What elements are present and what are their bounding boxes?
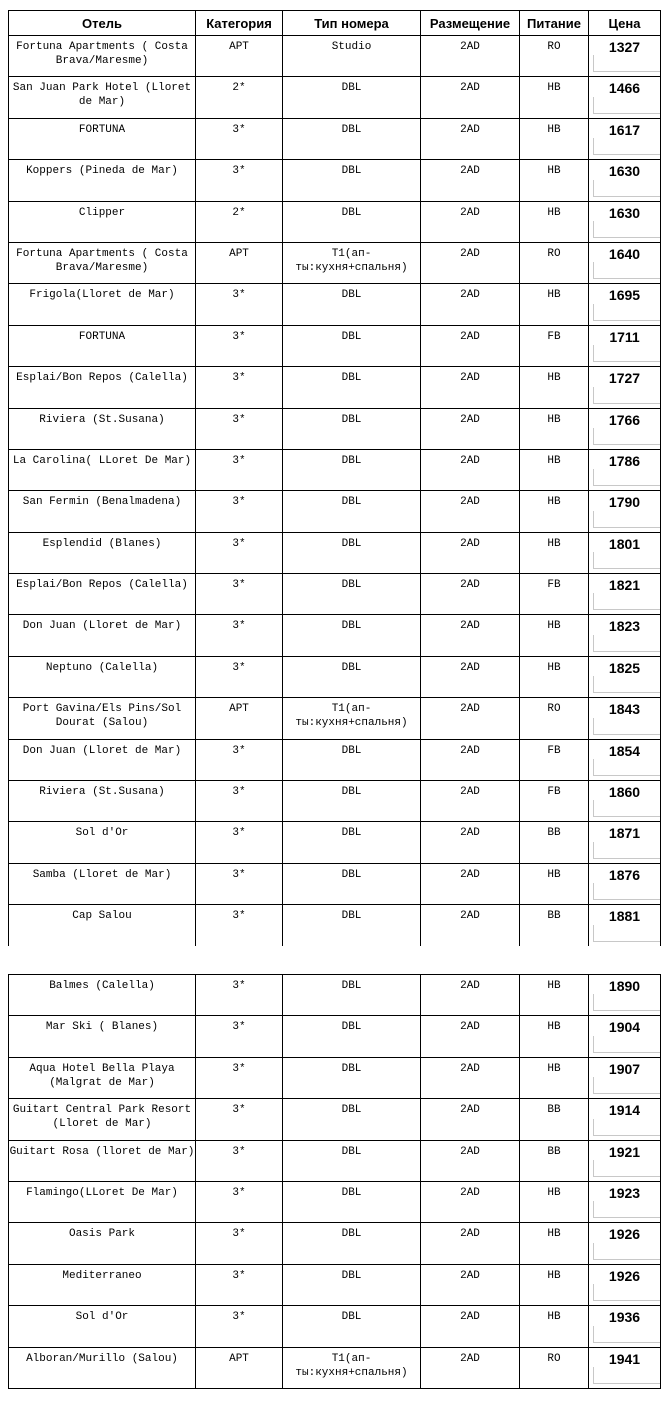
price-value: 1790 [608,494,641,511]
price-value: 1921 [608,1143,641,1160]
price-cell [589,822,661,863]
hotel-name-cell: Clipper [9,201,196,242]
meal-plan-cell: HB [520,367,589,408]
category-cell: APT [196,242,283,283]
meal-plan-cell: HB [520,284,589,325]
accommodation-cell: 2AD [421,656,520,697]
meal-plan-cell: BB [520,905,589,946]
price-cell [589,367,661,408]
accommodation-cell: 2AD [421,822,520,863]
room-type-cell: DBL [283,1016,421,1057]
table-row [9,905,661,946]
price-value: 1630 [608,163,641,180]
hotel-name-cell: FORTUNA [9,118,196,159]
price-value: 1711 [609,328,640,345]
accommodation-cell: 2AD [421,532,520,573]
category-cell: 3* [196,449,283,490]
price-cell [589,118,661,159]
category-cell: 3* [196,1140,283,1181]
hotel-price-table-continued [8,974,661,1389]
table-row [9,118,661,159]
hotel-name-cell: Frigola(Lloret de Mar) [9,284,196,325]
accommodation-cell: 2AD [421,1181,520,1222]
table-row [9,1057,661,1098]
accommodation-cell: 2AD [421,449,520,490]
meal-plan-cell: HB [520,1057,589,1098]
price-input-box [593,1326,660,1343]
meal-plan-cell: FB [520,781,589,822]
room-type-cell: T1(ап-ты:кухня+спальня) [283,698,421,739]
table-row [9,781,661,822]
price-cell [589,698,661,739]
meal-plan-cell: HB [520,1264,589,1305]
category-cell: 3* [196,656,283,697]
category-cell: 3* [196,160,283,201]
price-value: 1466 [608,80,641,97]
meal-plan-cell: FB [520,574,589,615]
price-value: 1936 [608,1309,641,1326]
price-input-box [593,1201,660,1218]
price-input-box [593,345,660,362]
price-value: 1904 [608,1019,641,1036]
room-type-cell: DBL [283,1140,421,1181]
price-cell [589,201,661,242]
category-cell: 3* [196,284,283,325]
accommodation-cell: 2AD [421,77,520,118]
room-type-cell: DBL [283,781,421,822]
price-cell [589,739,661,780]
price-value: 1876 [608,866,641,883]
price-input-box [593,593,660,610]
table-row [9,739,661,780]
hotel-name-cell: Guitart Central Park Resort (Lloret de Mar) [9,1099,196,1140]
room-type-cell: DBL [283,1223,421,1264]
accommodation-cell: 2AD [421,905,520,946]
room-type-cell: DBL [283,1099,421,1140]
meal-plan-cell: HB [520,408,589,449]
table-row [9,975,661,1016]
room-type-cell: DBL [283,905,421,946]
price-cell [589,656,661,697]
hotel-price-table [8,10,661,946]
meal-plan-cell: HB [520,1306,589,1347]
hotel-name-cell: Mar Ski ( Blanes) [9,1016,196,1057]
meal-plan-cell: RO [520,242,589,283]
meal-plan-cell: HB [520,1016,589,1057]
accommodation-cell: 2AD [421,367,520,408]
header-accommodation: Размещение [421,11,520,36]
accommodation-cell: 2AD [421,118,520,159]
category-cell: 3* [196,1181,283,1222]
price-cell [589,863,661,904]
price-cell [589,615,661,656]
meal-plan-cell: BB [520,1140,589,1181]
accommodation-cell: 2AD [421,1057,520,1098]
hotel-name-cell: Oasis Park [9,1223,196,1264]
table-row [9,1306,661,1347]
room-type-cell: DBL [283,201,421,242]
price-cell [589,77,661,118]
hotel-name-cell: Samba (Lloret de Mar) [9,863,196,904]
hotel-name-cell: Fortuna Apartments ( Costa Brava/Maresme) [9,242,196,283]
accommodation-cell: 2AD [421,574,520,615]
price-value: 1860 [608,784,641,801]
room-type-cell: Studio [283,36,421,77]
room-type-cell: DBL [283,160,421,201]
accommodation-cell: 2AD [421,1306,520,1347]
price-cell [589,449,661,490]
category-cell: 3* [196,1264,283,1305]
room-type-cell: DBL [283,77,421,118]
room-type-cell: DBL [283,656,421,697]
category-cell: 3* [196,975,283,1016]
price-input-box [593,1367,660,1384]
price-input-box [593,1284,660,1301]
category-cell: 3* [196,615,283,656]
price-cell [589,1099,661,1140]
table-row [9,1140,661,1181]
accommodation-cell: 2AD [421,863,520,904]
table-row [9,367,661,408]
hotel-name-cell: FORTUNA [9,325,196,366]
price-cell [589,1264,661,1305]
category-cell: 3* [196,574,283,615]
table-row [9,615,661,656]
category-cell: 2* [196,77,283,118]
room-type-cell: DBL [283,118,421,159]
price-input-box [593,635,660,652]
table-row [9,1181,661,1222]
table-row [9,1347,661,1388]
room-type-cell: DBL [283,615,421,656]
price-cell [589,1057,661,1098]
table-row [9,449,661,490]
price-cell [589,574,661,615]
meal-plan-cell: HB [520,863,589,904]
category-cell: 3* [196,532,283,573]
meal-plan-cell: HB [520,160,589,201]
category-cell: 2* [196,201,283,242]
hotel-name-cell: Esplendid (Blanes) [9,532,196,573]
price-value: 1843 [608,701,641,718]
price-cell [589,905,661,946]
category-cell: 3* [196,1057,283,1098]
room-type-cell: DBL [283,739,421,780]
price-value: 1630 [608,204,641,221]
price-input-box [593,1160,660,1177]
room-type-cell: DBL [283,284,421,325]
room-type-cell: T1(ап-ты:кухня+спальня) [283,1347,421,1388]
accommodation-cell: 2AD [421,491,520,532]
accommodation-cell: 2AD [421,160,520,201]
price-input-box [593,552,660,569]
meal-plan-cell: FB [520,739,589,780]
meal-plan-cell: HB [520,1223,589,1264]
price-input-box [593,262,660,279]
accommodation-cell: 2AD [421,1099,520,1140]
meal-plan-cell: HB [520,201,589,242]
header-price: Цена [589,11,661,36]
price-input-box [593,925,660,942]
hotel-name-cell: Port Gavina/Els Pins/Sol Dourat (Salou) [9,698,196,739]
meal-plan-cell: HB [520,118,589,159]
table-header-row [9,11,661,36]
category-cell: 3* [196,118,283,159]
price-cell [589,242,661,283]
price-value: 1881 [608,908,641,925]
accommodation-cell: 2AD [421,615,520,656]
table-row [9,822,661,863]
table-row [9,1016,661,1057]
accommodation-cell: 2AD [421,1223,520,1264]
price-input-box [593,1036,660,1053]
hotel-name-cell: Cap Salou [9,905,196,946]
hotel-name-cell: San Fermin (Benalmadena) [9,491,196,532]
price-value: 1617 [608,121,641,138]
accommodation-cell: 2AD [421,1016,520,1057]
hotel-name-cell: Alboran/Murillo (Salou) [9,1347,196,1388]
room-type-cell: DBL [283,1306,421,1347]
price-input-box [593,138,660,155]
meal-plan-cell: HB [520,491,589,532]
price-input-box [593,428,660,445]
meal-plan-cell: FB [520,325,589,366]
category-cell: 3* [196,822,283,863]
room-type-cell: DBL [283,408,421,449]
price-value: 1766 [608,411,641,428]
hotel-name-cell: Riviera (St.Susana) [9,408,196,449]
price-input-box [593,180,660,197]
room-type-cell: DBL [283,449,421,490]
meal-plan-cell: HB [520,77,589,118]
price-value: 1821 [608,577,641,594]
price-cell [589,1181,661,1222]
price-cell [589,491,661,532]
price-cell [589,1306,661,1347]
category-cell: 3* [196,1016,283,1057]
price-cell [589,160,661,201]
price-value: 1871 [608,825,641,842]
table-row [9,408,661,449]
category-cell: 3* [196,325,283,366]
room-type-cell: DBL [283,975,421,1016]
price-cell [589,325,661,366]
price-value: 1327 [608,39,641,55]
accommodation-cell: 2AD [421,1264,520,1305]
price-value: 1926 [608,1226,641,1243]
hotel-name-cell: San Juan Park Hotel (Lloret de Mar) [9,77,196,118]
price-input-box [593,55,660,72]
hotel-name-cell: Sol d'Or [9,1306,196,1347]
hotel-name-cell: Esplai/Bon Repos (Calella) [9,367,196,408]
accommodation-cell: 2AD [421,1140,520,1181]
table-row [9,491,661,532]
meal-plan-cell: HB [520,532,589,573]
hotel-name-cell: Sol d'Or [9,822,196,863]
room-type-cell: DBL [283,863,421,904]
price-value: 1825 [608,659,641,676]
price-cell [589,532,661,573]
table-row [9,1264,661,1305]
category-cell: 3* [196,1223,283,1264]
price-input-box [593,469,660,486]
meal-plan-cell: HB [520,615,589,656]
price-cell [589,36,661,77]
price-cell [589,284,661,325]
hotel-name-cell: Guitart Rosa (lloret de Mar) [9,1140,196,1181]
price-input-box [593,511,660,528]
category-cell: 3* [196,739,283,780]
header-meals: Питание [520,11,589,36]
price-input-box [593,1119,660,1136]
category-cell: APT [196,36,283,77]
hotel-name-cell: Mediterraneo [9,1264,196,1305]
table-row [9,201,661,242]
category-cell: 3* [196,491,283,532]
meal-plan-cell: RO [520,698,589,739]
accommodation-cell: 2AD [421,325,520,366]
hotel-name-cell: Neptuno (Calella) [9,656,196,697]
hotel-name-cell: Koppers (Pineda de Mar) [9,160,196,201]
accommodation-cell: 2AD [421,698,520,739]
price-input-box [593,1243,660,1260]
meal-plan-cell: HB [520,449,589,490]
room-type-cell: DBL [283,532,421,573]
accommodation-cell: 2AD [421,1347,520,1388]
accommodation-cell: 2AD [421,242,520,283]
accommodation-cell: 2AD [421,739,520,780]
room-type-cell: DBL [283,491,421,532]
table-row [9,325,661,366]
price-cell [589,408,661,449]
room-type-cell: DBL [283,1181,421,1222]
table-row [9,532,661,573]
header-category: Категория [196,11,283,36]
hotel-name-cell: Don Juan (Lloret de Mar) [9,739,196,780]
meal-plan-cell: HB [520,656,589,697]
table-row [9,1223,661,1264]
room-type-cell: T1(ап-ты:кухня+спальня) [283,242,421,283]
meal-plan-cell: HB [520,1181,589,1222]
category-cell: 3* [196,781,283,822]
price-input-box [593,800,660,817]
hotel-name-cell: Esplai/Bon Repos (Calella) [9,574,196,615]
hotel-name-cell: Aqua Hotel Bella Playa (Malgrat de Mar) [9,1057,196,1098]
category-cell: APT [196,1347,283,1388]
accommodation-cell: 2AD [421,284,520,325]
hotel-name-cell: Riviera (St.Susana) [9,781,196,822]
price-value: 1941 [608,1350,641,1367]
table-row [9,77,661,118]
price-input-box [593,221,660,238]
room-type-cell: DBL [283,325,421,366]
table-row [9,242,661,283]
price-value: 1890 [608,978,641,994]
table-row [9,284,661,325]
room-type-cell: DBL [283,367,421,408]
meal-plan-cell: BB [520,1099,589,1140]
table-row [9,656,661,697]
accommodation-cell: 2AD [421,201,520,242]
meal-plan-cell: BB [520,822,589,863]
accommodation-cell: 2AD [421,975,520,1016]
hotel-name-cell: Don Juan (Lloret de Mar) [9,615,196,656]
price-cell [589,781,661,822]
price-value: 1914 [608,1102,641,1119]
accommodation-cell: 2AD [421,36,520,77]
header-room-type: Тип номера [283,11,421,36]
price-cell [589,1223,661,1264]
meal-plan-cell: HB [520,975,589,1016]
table-row [9,1099,661,1140]
table-row [9,863,661,904]
price-cell [589,975,661,1016]
accommodation-cell: 2AD [421,408,520,449]
price-input-box [593,387,660,404]
price-cell [589,1016,661,1057]
price-input-box [593,676,660,693]
accommodation-cell: 2AD [421,781,520,822]
room-type-cell: DBL [283,822,421,863]
price-value: 1786 [608,452,641,469]
price-input-box [593,97,660,114]
price-value: 1854 [608,742,641,759]
price-cell [589,1140,661,1181]
room-type-cell: DBL [283,574,421,615]
table-row [9,160,661,201]
price-value: 1640 [608,245,641,262]
hotel-name-cell: Balmes (Calella) [9,975,196,1016]
category-cell: 3* [196,408,283,449]
table-row [9,36,661,77]
meal-plan-cell: RO [520,1347,589,1388]
price-value: 1823 [608,618,641,635]
header-hotel: Отель [9,11,196,36]
price-input-box [593,994,660,1011]
category-cell: APT [196,698,283,739]
table-row [9,698,661,739]
table-row [9,574,661,615]
hotel-name-cell: Flamingo(LLoret De Mar) [9,1181,196,1222]
hotel-name-cell: La Carolina( LLoret De Mar) [9,449,196,490]
category-cell: 3* [196,1099,283,1140]
room-type-cell: DBL [283,1264,421,1305]
price-input-box [593,1077,660,1094]
hotel-name-cell: Fortuna Apartments ( Costa Brava/Maresme) [9,36,196,77]
price-input-box [593,718,660,735]
price-value: 1727 [608,370,641,387]
price-value: 1923 [608,1184,641,1201]
category-cell: 3* [196,905,283,946]
price-input-box [593,842,660,859]
price-value: 1695 [608,287,641,304]
price-input-box [593,759,660,776]
room-type-cell: DBL [283,1057,421,1098]
category-cell: 3* [196,863,283,904]
price-value: 1907 [608,1060,641,1077]
meal-plan-cell: RO [520,36,589,77]
price-input-box [593,883,660,900]
category-cell: 3* [196,367,283,408]
price-input-box [593,304,660,321]
price-cell [589,1347,661,1388]
price-value: 1801 [608,535,641,552]
price-value: 1926 [608,1267,641,1284]
category-cell: 3* [196,1306,283,1347]
